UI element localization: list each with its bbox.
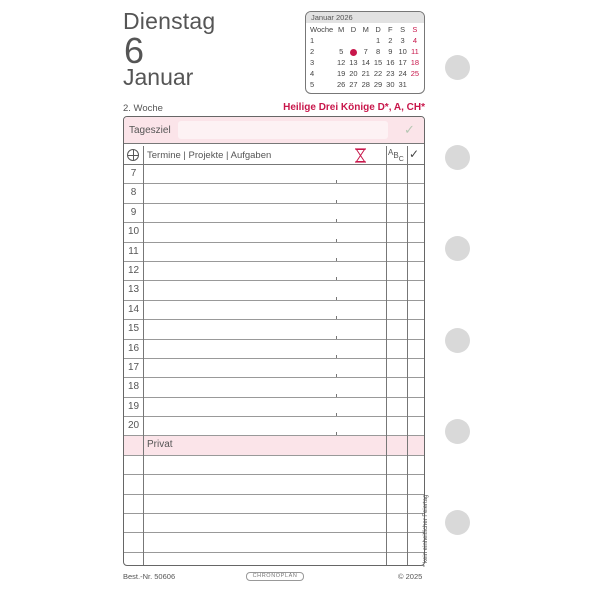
- mini-calendar-day: 12: [336, 58, 346, 67]
- row-tick: [336, 297, 337, 300]
- hour-label: 19: [127, 400, 140, 412]
- mini-calendar-day: 7: [363, 47, 368, 56]
- private-label: Privat: [147, 439, 173, 451]
- mini-calendar-week-number: 4: [310, 69, 315, 78]
- private-row[interactable]: [124, 495, 424, 514]
- goal-check-icon[interactable]: ✓: [404, 122, 415, 137]
- mini-calendar-day: 21: [361, 69, 370, 78]
- daily-goal-row: [124, 117, 424, 144]
- planner-grid: [123, 116, 425, 566]
- brand-logo: CHRONOPLAN: [246, 572, 304, 581]
- mini-calendar-day: 14: [361, 58, 370, 67]
- mini-calendar-col-header: Woche: [310, 25, 334, 34]
- mini-calendar-day: 23: [386, 69, 395, 78]
- private-row[interactable]: [124, 533, 424, 552]
- mini-calendar-week-number: 2: [310, 47, 315, 56]
- mini-calendar-day: 3: [400, 36, 405, 45]
- mini-calendar-col-header: F: [388, 25, 393, 34]
- today-marker: [350, 49, 357, 56]
- daily-goal-label: Tagesziel: [129, 125, 171, 136]
- hour-row[interactable]: [124, 223, 424, 242]
- hour-row[interactable]: [124, 320, 424, 339]
- hour-row[interactable]: [124, 204, 424, 223]
- hour-row[interactable]: [124, 301, 424, 320]
- hour-label: 16: [127, 342, 140, 354]
- mini-calendar-day: [347, 35, 359, 46]
- mini-calendar-day: 27: [349, 80, 358, 89]
- mini-calendar-col-header: M: [338, 25, 345, 34]
- mini-calendar-day: 18: [410, 58, 420, 67]
- mini-calendar-day: 30: [386, 80, 395, 89]
- mini-calendar-day: 9: [388, 47, 393, 56]
- column-header-row: [124, 146, 424, 165]
- mini-calendar-title: Januar 2026: [306, 12, 424, 23]
- time-rows: [124, 165, 424, 566]
- private-row[interactable]: [124, 456, 424, 475]
- mini-calendar-day: 19: [336, 69, 346, 78]
- month-name: Januar: [123, 64, 194, 90]
- row-tick: [336, 277, 337, 280]
- mini-calendar-week-number: 1: [310, 36, 315, 45]
- private-row[interactable]: [124, 475, 424, 494]
- divider-priority-col: [407, 146, 408, 566]
- ring-hole: [445, 55, 470, 80]
- hourglass-icon: [354, 148, 367, 163]
- hour-label: 9: [130, 206, 137, 218]
- mini-calendar-col-header: D: [375, 25, 381, 34]
- hour-label: 15: [127, 323, 140, 335]
- ring-hole: [445, 419, 470, 444]
- divider-time-col: [386, 146, 387, 566]
- column-title: Termine | Projekte | Aufgaben: [147, 150, 272, 161]
- day-number: 6: [124, 30, 145, 71]
- hour-label: 14: [127, 303, 140, 315]
- hour-label: 13: [127, 284, 140, 296]
- mini-calendar-col-header: M: [362, 25, 369, 34]
- hour-row[interactable]: [124, 281, 424, 300]
- hour-label: 20: [127, 420, 140, 432]
- hour-row[interactable]: [124, 359, 424, 378]
- mini-calendar-day: [347, 46, 359, 57]
- mini-calendar-day: 5: [339, 47, 344, 56]
- clock-icon: [127, 149, 139, 161]
- mini-calendar-day: 11: [411, 47, 419, 56]
- hour-row[interactable]: [124, 398, 424, 417]
- holiday-label: Heilige Drei Könige D*, A, CH*: [283, 102, 425, 113]
- row-tick: [336, 413, 337, 416]
- row-tick: [336, 432, 337, 435]
- mini-calendar-day: 26: [336, 80, 346, 89]
- mini-calendar-table: [308, 24, 421, 90]
- mini-calendar-day: [360, 35, 372, 46]
- hour-label: 17: [127, 361, 140, 373]
- hour-label: 10: [127, 226, 140, 238]
- mini-calendar-day: 29: [373, 80, 383, 89]
- mini-calendar-day: 4: [412, 36, 418, 45]
- hour-label: 12: [127, 264, 140, 276]
- mini-calendar-day: 2: [388, 36, 393, 45]
- hour-label: 18: [127, 381, 140, 393]
- mini-calendar-day: 13: [349, 58, 358, 67]
- ring-hole: [445, 145, 470, 170]
- mini-calendar-day: 17: [398, 58, 407, 67]
- mini-calendar: [305, 11, 425, 94]
- daily-goal-field[interactable]: [178, 121, 388, 139]
- mini-calendar-day: 20: [349, 69, 358, 78]
- row-tick: [336, 316, 337, 319]
- mini-calendar-day: 15: [373, 58, 383, 67]
- row-tick: [336, 258, 337, 261]
- ring-hole: [445, 236, 470, 261]
- hour-row[interactable]: [124, 340, 424, 359]
- mini-calendar-col-header: S: [400, 25, 406, 34]
- mini-calendar-week-number: 3: [310, 58, 315, 67]
- hour-label: 7: [130, 168, 137, 179]
- mini-calendar-day: 10: [398, 47, 407, 56]
- mini-calendar-day: 1: [375, 36, 381, 45]
- row-tick: [336, 394, 337, 397]
- row-tick: [336, 336, 337, 339]
- private-row[interactable]: [124, 514, 424, 533]
- row-tick: [336, 180, 337, 183]
- mini-calendar-week-number: 5: [310, 80, 315, 89]
- mini-calendar-day: 31: [398, 80, 407, 89]
- mini-calendar-day: 24: [398, 69, 407, 78]
- mini-calendar-day: [335, 35, 347, 46]
- hour-row[interactable]: [124, 378, 424, 397]
- row-tick: [336, 374, 337, 377]
- mini-calendar-day: 25: [410, 69, 420, 78]
- mini-calendar-day: 28: [361, 80, 370, 89]
- done-check-icon: ✓: [409, 147, 420, 161]
- hour-row[interactable]: [124, 165, 424, 184]
- ring-hole: [445, 510, 470, 535]
- row-tick: [336, 355, 337, 358]
- row-tick: [336, 219, 337, 222]
- priority-abc-icon: ABC: [388, 148, 404, 163]
- hour-label: 8: [130, 187, 137, 199]
- order-number: Best.-Nr. 50606: [123, 572, 176, 581]
- mini-calendar-day: 16: [386, 58, 395, 67]
- copyright: © 2025: [398, 572, 423, 581]
- holiday-footnote: * kein einheitlicher Feiertag: [423, 494, 429, 567]
- divider-hour-col: [143, 146, 144, 566]
- hour-row[interactable]: [124, 417, 424, 436]
- mini-calendar-col-header: S: [412, 25, 418, 34]
- mini-calendar-day: 22: [373, 69, 383, 78]
- ring-hole: [445, 328, 470, 353]
- mini-calendar-day: 8: [375, 47, 381, 56]
- private-row[interactable]: [124, 553, 424, 566]
- week-label: 2. Woche: [123, 103, 163, 114]
- hour-row[interactable]: [124, 184, 424, 203]
- mini-calendar-col-header: D: [350, 25, 357, 34]
- hour-label: 11: [128, 245, 139, 257]
- row-tick: [336, 239, 337, 242]
- private-header-row: [124, 436, 424, 455]
- hour-row[interactable]: [124, 262, 424, 281]
- mini-calendar-day: [409, 79, 421, 90]
- hour-row[interactable]: [124, 243, 424, 262]
- row-tick: [336, 200, 337, 203]
- day-name: Dienstag: [123, 8, 216, 34]
